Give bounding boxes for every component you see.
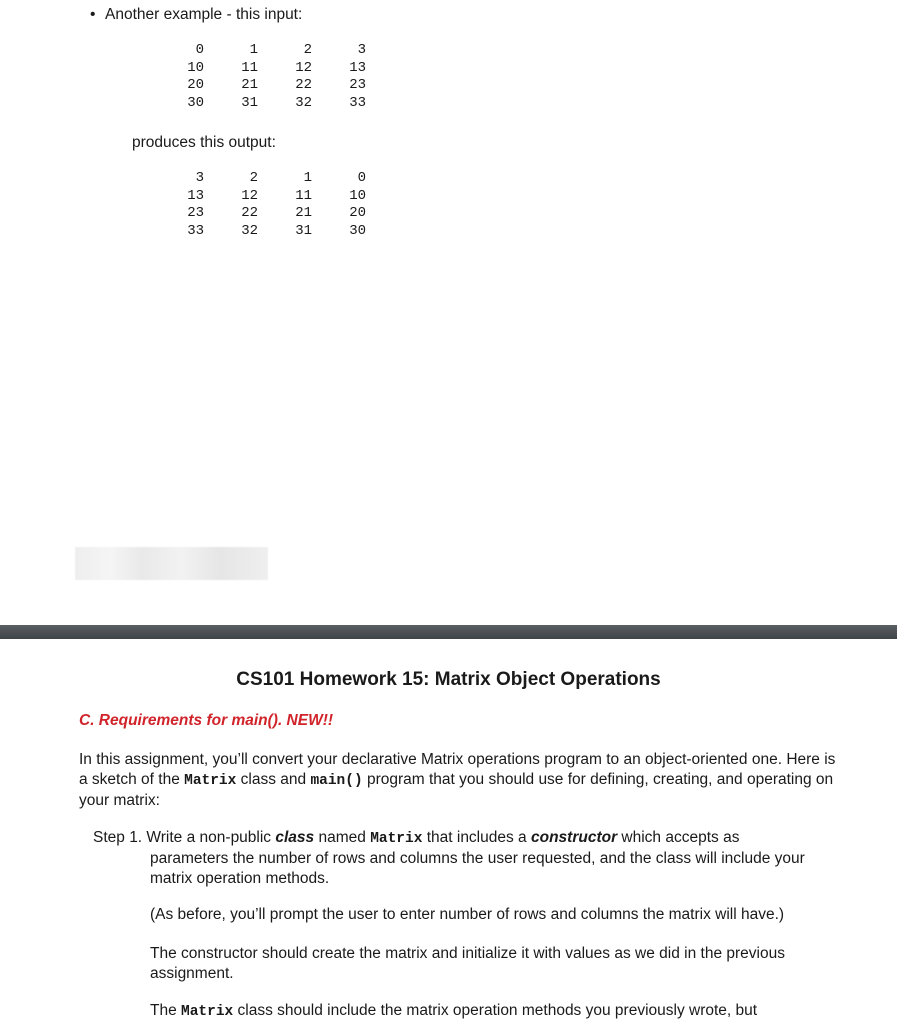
output-matrix-cell: 13 [187,187,204,204]
input-matrix-row [150,42,366,60]
output-matrix-cell: 32 [241,222,258,239]
step1-text-2: named [314,829,371,846]
input-matrix-cell: 2 [303,42,312,58]
matrix-code: Matrix [184,773,237,789]
input-matrix-cell: 22 [295,77,312,93]
input-matrix-cell: 21 [241,77,258,93]
output-matrix-cell: 11 [295,187,312,204]
matrix-class-text-2: class should include the matrix operation methods you previously wrote, but [233,1002,758,1019]
example-intro-line [90,6,302,24]
output-matrix-cell: 30 [349,222,366,239]
input-matrix-row [150,95,366,113]
step-1 [93,828,813,889]
matrix-code: Matrix [370,831,423,847]
input-matrix-cell: 11 [241,59,258,76]
input-matrix-row [150,77,366,95]
intro-paragraph [79,750,839,811]
class-keyword: class [275,829,315,846]
input-matrix-cell: 1 [249,42,258,58]
input-matrix-row [150,60,366,78]
bullet-icon: • [90,6,96,23]
input-matrix-cell: 32 [295,94,312,111]
output-matrix-cell: 20 [349,205,366,221]
output-matrix-row [150,223,366,241]
input-matrix-cell: 23 [349,77,366,93]
intro-text-2: class and [236,771,311,788]
main-code: main() [310,773,363,789]
input-matrix-cell: 33 [349,94,366,111]
input-matrix-cell: 31 [241,94,258,111]
as-before-paragraph: (As before, you’ll prompt the user to enter number of rows and columns the matrix will have.) [150,906,785,923]
input-matrix-cell: 30 [187,94,204,111]
step1-continuation: parameters the number of rows and columns the user requested, and the class will include your matrix operation methods. [150,850,805,887]
intro-text-1: In this assignment, you’ll convert your declarative Matrix operations program to an object-oriented one. Here is a sketch of the [79,751,836,788]
output-matrix-cell: 33 [187,222,204,239]
input-matrix-cell: 10 [187,59,204,76]
input-matrix-cell: 3 [357,42,366,58]
output-matrix-cell: 2 [249,170,258,186]
output-matrix-row [150,170,366,188]
matrix-code: Matrix [181,1004,234,1020]
step1-text-1: Step 1. Write a non-public [93,829,276,846]
output-matrix-cell: 23 [187,205,204,221]
output-matrix [150,170,366,240]
requirements-heading: C. Requirements for main(). NEW!! [79,712,334,729]
step1-text-3: that includes a [422,829,531,846]
output-matrix-cell: 21 [295,205,312,221]
input-matrix-cell: 0 [195,42,204,58]
output-matrix-cell: 1 [303,170,312,186]
output-matrix-row [150,188,366,206]
example-intro: Another example - this input: [105,6,303,23]
output-matrix-cell: 12 [241,187,258,204]
output-matrix-cell: 0 [357,170,366,186]
constructor-paragraph: The constructor should create the matrix and initialize it with values as we did in the previous assignment. [150,945,785,982]
output-matrix-cell: 10 [349,187,366,204]
input-matrix-cell: 20 [187,77,204,93]
output-matrix-cell: 22 [241,205,258,221]
intro-text-3: program that you should use for defining, creating, and operating on your matrix: [79,771,834,809]
output-matrix-cell: 31 [295,222,312,239]
redacted-block [75,547,268,580]
input-matrix [150,42,366,112]
input-matrix-cell: 13 [349,59,366,76]
constructor-keyword: constructor [530,829,618,846]
page-divider [0,625,897,639]
output-matrix-cell: 3 [195,170,204,186]
matrix-class-text-1: The [150,1002,182,1019]
matrix-class-paragraph [150,1001,830,1022]
page-bottom [0,639,897,1024]
input-matrix-cell: 12 [295,59,312,76]
output-matrix-row [150,205,366,223]
produces-label: produces this output: [132,134,276,151]
homework-title: CS101 Homework 15: Matrix Object Operations [236,669,661,690]
step1-text-4: which accepts as [617,829,740,846]
